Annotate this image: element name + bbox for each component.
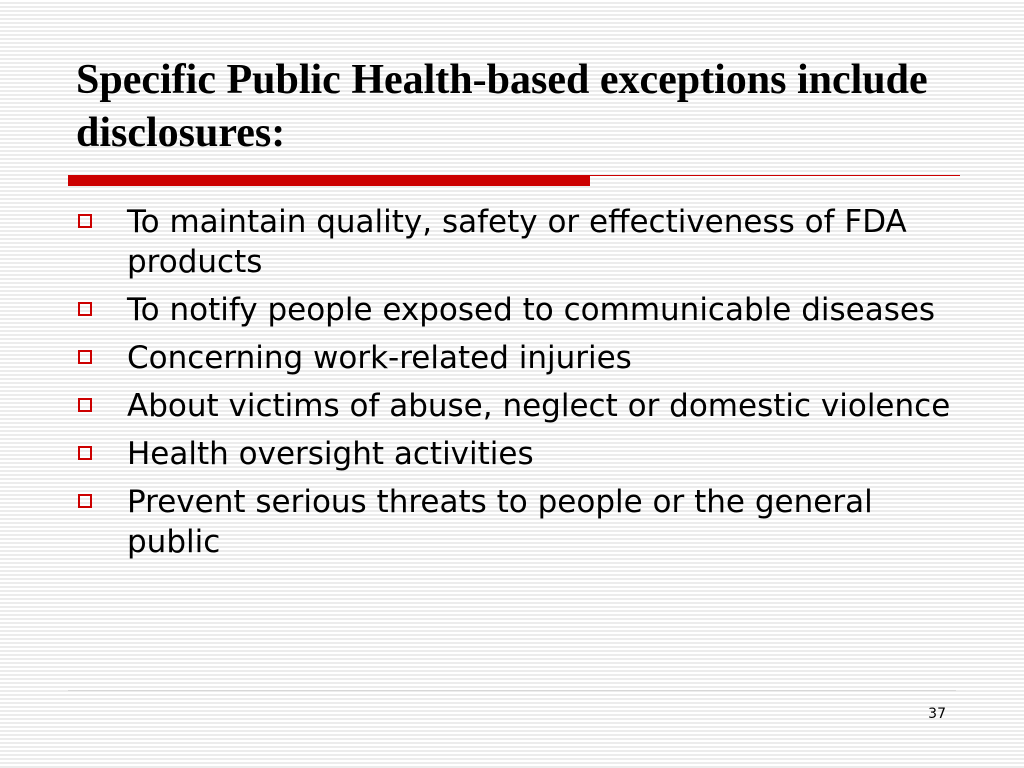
hollow-square-icon [78,214,92,228]
footer-divider [68,690,956,691]
bullet-text: Prevent serious threats to people or the general public [127,484,873,560]
bullet-item [76,482,956,562]
bullet-item [76,202,956,282]
bullet-item [76,338,956,378]
hollow-square-icon [78,446,92,460]
bullet-text: To maintain quality, safety or effectiveness of FDA products [127,204,907,280]
hollow-square-icon [78,302,92,316]
bullet-item [76,386,956,426]
hollow-square-icon [78,398,92,412]
hollow-square-icon [78,494,92,508]
bullet-item [76,290,956,330]
bullet-text: To notify people exposed to communicable diseases [127,292,936,328]
slide-title: Specific Public Health-based exceptions include disclosures: [76,57,928,156]
page-number: 37 [928,706,946,722]
bullet-list [76,202,956,570]
bullet-item [76,434,956,474]
hollow-square-icon [78,350,92,364]
title-underline-thick [68,175,590,186]
bullet-text: About victims of abuse, neglect or domestic violence [127,388,951,424]
bullet-text: Health oversight activities [127,436,534,472]
title-underline-thin [590,175,960,176]
bullet-text: Concerning work-related injuries [127,340,632,376]
